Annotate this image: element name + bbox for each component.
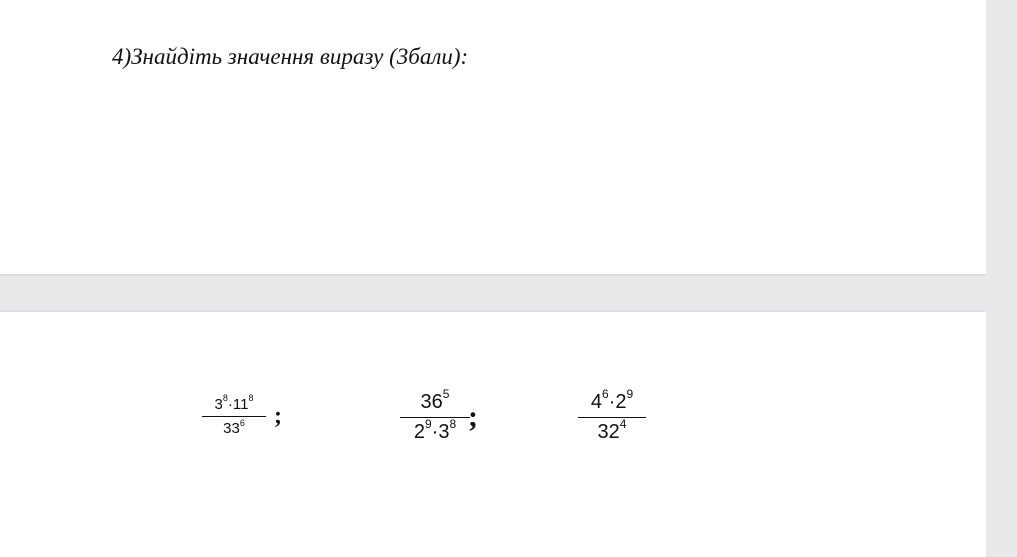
fraction-bar	[400, 417, 470, 418]
fraction-bar	[578, 417, 646, 418]
exponent: 8	[222, 393, 228, 404]
exponent: 4	[619, 417, 627, 432]
exponent: 5	[442, 386, 450, 401]
base: 11	[232, 396, 249, 413]
scrollbar-track[interactable]	[986, 0, 1017, 557]
base: 3	[438, 421, 450, 444]
task-heading: 4)Знайдіть значення виразу (3бали):	[112, 44, 469, 69]
document-page-1	[0, 0, 986, 274]
fraction-numerator	[202, 393, 266, 413]
fraction-expression-3	[578, 386, 646, 444]
base: 33	[223, 420, 240, 438]
exponent: 6	[239, 417, 245, 428]
document-page-2	[0, 312, 986, 557]
exponent: 8	[248, 393, 254, 404]
fraction-expression-2	[400, 386, 470, 444]
fraction-bar	[202, 416, 266, 417]
base: 2	[615, 391, 627, 413]
exponent: 6	[601, 386, 609, 401]
exponent: 9	[626, 386, 634, 401]
exponent: 9	[424, 417, 432, 432]
fraction-denominator	[578, 417, 646, 444]
fraction-numerator	[400, 386, 470, 414]
multiply-sign: ·	[431, 421, 439, 444]
exponent: 8	[449, 417, 457, 432]
multiply-sign: ·	[227, 396, 233, 413]
base: 4	[590, 391, 602, 413]
base: 36	[420, 391, 443, 413]
base: 3	[214, 396, 223, 413]
fraction-numerator	[578, 386, 646, 414]
fraction-denominator	[400, 417, 470, 444]
separator-semicolon: ;	[468, 400, 478, 433]
base: 2	[413, 421, 425, 444]
fraction-denominator	[202, 417, 266, 438]
fraction-expression-1	[202, 393, 266, 438]
multiply-sign: ·	[608, 391, 616, 413]
base: 32	[597, 421, 620, 444]
separator-semicolon: ;	[274, 403, 282, 429]
